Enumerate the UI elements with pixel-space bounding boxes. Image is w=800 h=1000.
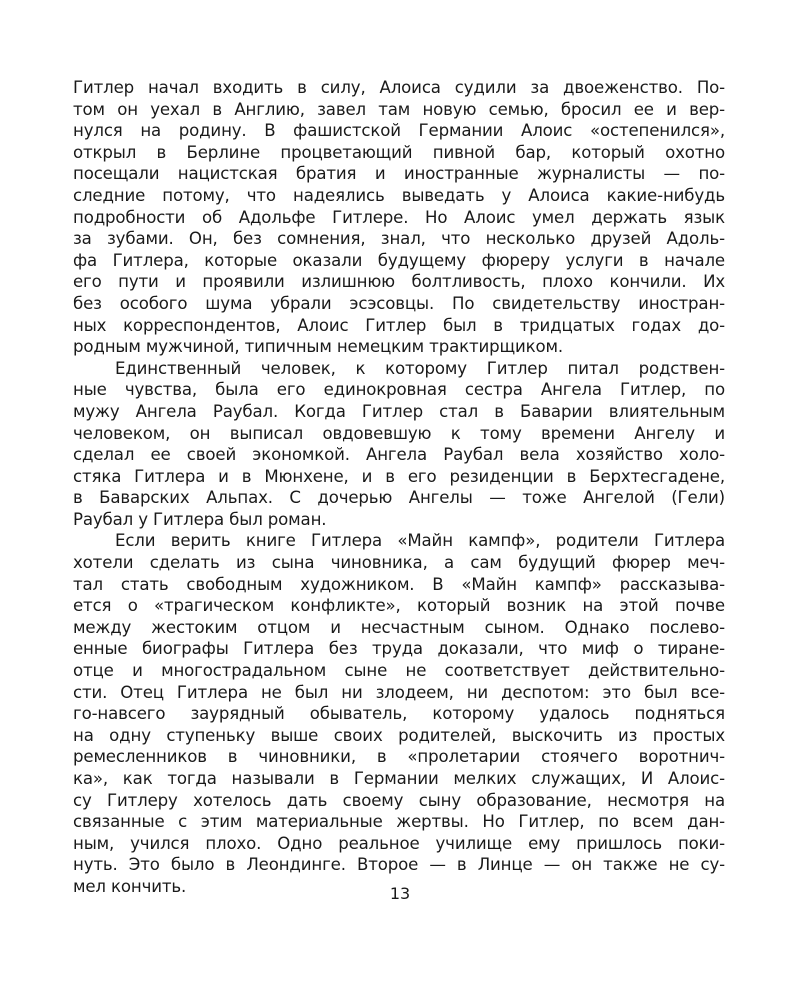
text-line: отце и многострадальном сыне не соответствует действительно- — [73, 661, 725, 681]
text-line: следние потому, что надеялись выведать у Алоиса какие-нибудь — [73, 185, 725, 205]
text-line: мужу Ангела Раубал. Когда Гитлер стал в Баварии влиятельным — [73, 401, 725, 421]
text-line: открыл в Берлине процветающий пивной бар, который охотно — [73, 142, 725, 162]
text-line: ется о «трагическом конфликте», который возник на этой почве — [73, 596, 725, 616]
text-line: сти. Отец Гитлера не был ни злодеем, ни деспотом: это был все- — [73, 682, 725, 702]
text-line: го-навсего заурядный обыватель, которому удалось подняться — [73, 704, 725, 724]
text-line: родным мужчиной, типичным немецким трактирщиком. — [73, 337, 563, 357]
text-line: ка», как тогда называли в Германии мелких служащих, И Алоис- — [73, 769, 725, 788]
text-line: Гитлер начал входить в силу, Алоиса судили за двоеженство. По- — [73, 78, 725, 97]
text-line: стяка Гитлера и в Мюнхене, и в его резиденции в Берхтесгадене, — [73, 466, 725, 486]
body-text — [73, 77, 725, 898]
text-line: ным, учился плохо. Одно реальное училище ему пришлось поки- — [73, 833, 725, 853]
text-line: ные чувства, была его единокровная сестра Ангела Гитлер, по — [73, 380, 725, 400]
text-line: ных корреспондентов, Алоис Гитлер был в тридцатых годах до- — [73, 315, 725, 335]
text-line: связанные с этим материальные жертвы. Но Гитлер, по всем дан- — [73, 812, 725, 832]
text-line: су Гитлеру хотелось дать своему сыну образование, несмотря на — [73, 790, 725, 810]
text-line: подробности об Адольфе Гитлере. Но Алоис умел держать язык — [73, 207, 725, 227]
text-line: хотели сделать из сына чиновника, а сам будущий фюрер меч- — [73, 553, 725, 573]
text-line: Единственный человек, к которому Гитлер питал родствен- — [115, 358, 725, 378]
text-line: мел кончить. — [73, 876, 187, 896]
paragraph — [73, 77, 725, 358]
text-line: фа Гитлера, которые оказали будущему фюреру услуги в начале — [73, 250, 725, 270]
text-line: без особого шума убрали эсэсовцы. По свидетельству иностран- — [73, 293, 725, 313]
text-line: енные биографы Гитлера без труда доказали, что миф о тиране- — [73, 639, 725, 659]
text-line: в Баварских Альпах. С дочерью Ангелы — тоже Ангелой (Гели) — [73, 488, 725, 508]
text-line: на одну ступеньку выше своих родителей, выскочить из простых — [73, 725, 725, 745]
paragraph — [73, 530, 725, 897]
text-line: посещали нацистская братия и иностранные журналисты — по- — [73, 164, 725, 184]
text-line: за зубами. Он, без сомнения, знал, что несколько друзей Адоль- — [73, 229, 725, 249]
text-line: тал стать свободным художником. В «Майн кампф» рассказыва- — [73, 574, 725, 594]
text-line: Раубал у Гитлера был роман. — [73, 509, 327, 529]
text-line: ремесленников в чиновники, в «пролетарии стоячего воротнич- — [73, 747, 725, 767]
text-line: человеком, он выписал овдовевшую к тому времени Ангелу и — [73, 423, 725, 443]
paragraph — [73, 358, 725, 531]
text-line: между жестоким отцом и несчастным сыном. Однако послево- — [73, 617, 725, 637]
text-line: нуть. Это было в Леондинге. Второе — в Линце — он также не су- — [73, 855, 725, 875]
text-line: его пути и проявили излишнюю болтливость, плохо кончили. Их — [73, 272, 725, 292]
text-line: том он уехал в Англию, завел там новую семью, бросил ее и вер- — [73, 99, 725, 119]
page-number: 13 — [389, 884, 411, 903]
text-line: нулся на родину. В фашистской Германии Алоис «остепенился», — [73, 121, 725, 141]
text-line: Если верить книге Гитлера «Майн кампф», родители Гитлера — [115, 531, 725, 551]
text-line: сделал ее своей экономкой. Ангела Раубал вела хозяйство холо- — [73, 445, 725, 465]
